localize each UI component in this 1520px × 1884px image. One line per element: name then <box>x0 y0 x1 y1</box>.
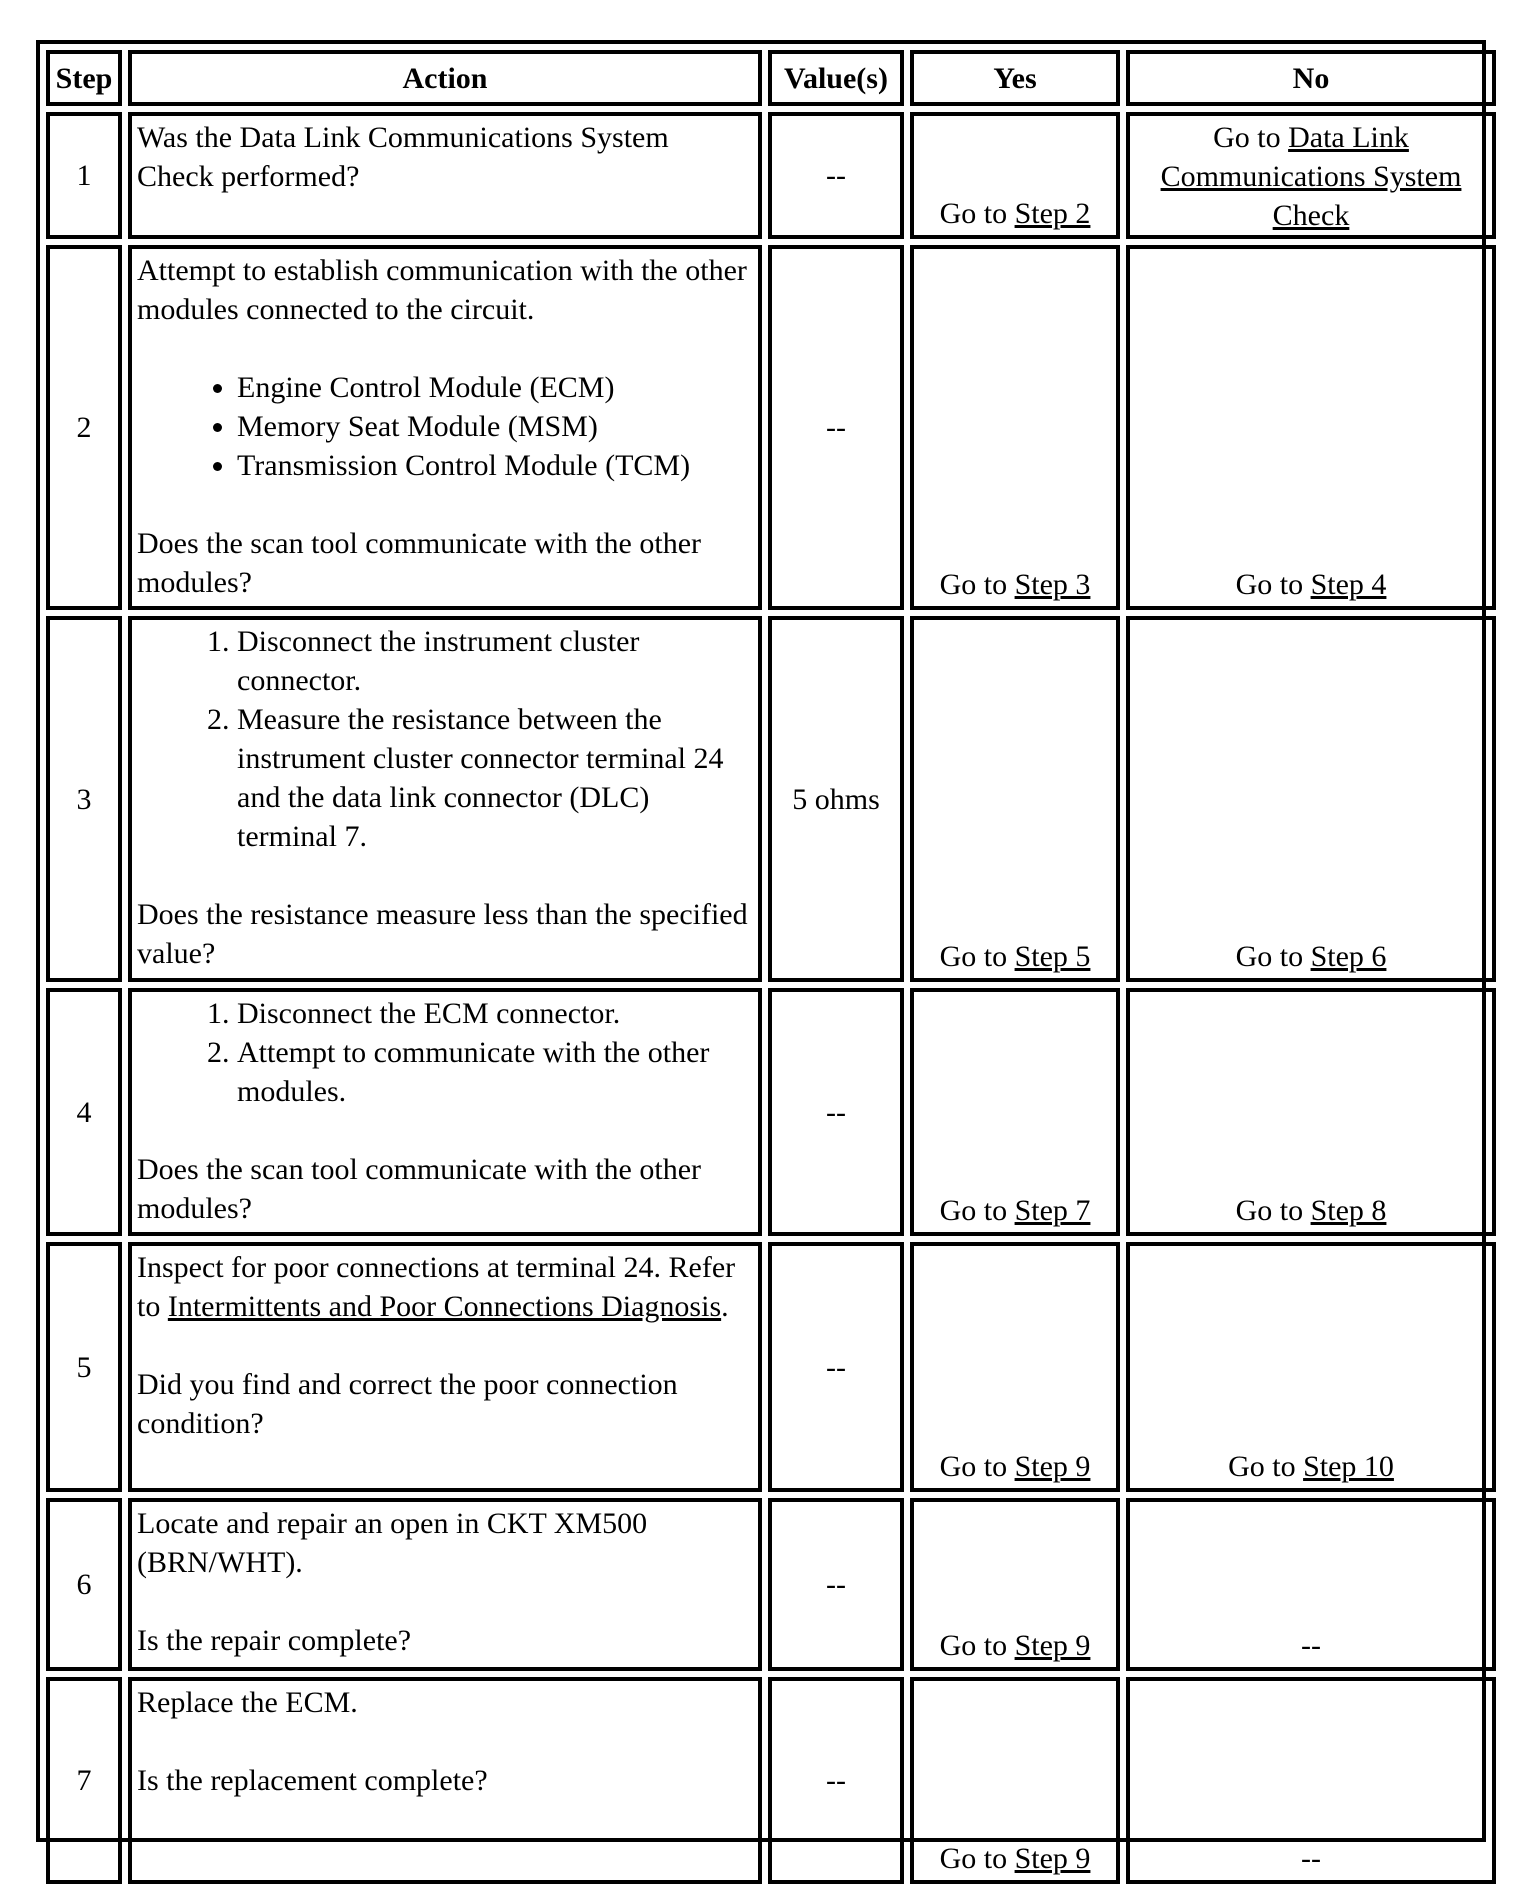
no-link[interactable]: Step 4 <box>1310 568 1387 601</box>
intro-text: Inspect for poor connections at terminal 24. Refer to <box>137 1251 736 1323</box>
action-cell <box>128 112 762 239</box>
yes-link[interactable]: Step 7 <box>1014 1194 1091 1227</box>
action-intro: Locate and repair an open in CKT XM500 (BRN/WHT). <box>137 1507 648 1579</box>
action-question: Was the Data Link Communications System Check performed? <box>137 121 669 193</box>
no-cell <box>1126 616 1496 982</box>
yes-link[interactable]: Step 3 <box>1014 568 1091 601</box>
yes-prefix: Go to <box>939 940 1015 973</box>
procedure-list <box>137 994 752 1111</box>
yes-link[interactable]: Step 9 <box>1014 1450 1091 1483</box>
no-cell: -- <box>1126 1498 1496 1671</box>
yes-link[interactable]: Step 9 <box>1014 1629 1091 1662</box>
action-question: Does the resistance measure less than the specified value? <box>137 898 748 970</box>
action-intro: Replace the ECM. <box>137 1686 358 1719</box>
header-yes: Yes <box>910 50 1120 106</box>
step-number: 5 <box>46 1242 122 1492</box>
list-item: • Engine Control Module (ECM) <box>237 368 752 407</box>
action-cell <box>128 1498 762 1671</box>
yes-cell <box>910 616 1120 982</box>
action-question: Is the repair complete? <box>137 1624 412 1657</box>
list-item: 1. Disconnect the ECM connector. <box>237 994 752 1033</box>
value-cell: -- <box>768 1242 904 1492</box>
step-number: 1 <box>46 112 122 239</box>
module-list <box>137 368 752 485</box>
yes-prefix: Go to <box>939 197 1015 230</box>
no-link[interactable]: Step 6 <box>1310 940 1387 973</box>
yes-prefix: Go to <box>939 1194 1015 1227</box>
action-cell <box>128 1677 762 1884</box>
no-cell: -- <box>1126 1677 1496 1884</box>
procedure-list <box>137 622 752 856</box>
value-cell: -- <box>768 1677 904 1884</box>
action-intro <box>137 1248 752 1326</box>
yes-link[interactable]: Step 9 <box>1014 1842 1091 1875</box>
action-cell <box>128 1242 762 1492</box>
step-number: 6 <box>46 1498 122 1671</box>
list-item: 1. Disconnect the instrument cluster connector. <box>237 622 752 700</box>
value-cell: -- <box>768 245 904 610</box>
yes-prefix: Go to <box>939 1450 1015 1483</box>
no-cell <box>1126 1242 1496 1492</box>
yes-cell <box>910 988 1120 1236</box>
reference-link[interactable]: Intermittents and Poor Connections Diagnosis <box>167 1290 722 1323</box>
yes-link[interactable]: Step 2 <box>1014 197 1091 230</box>
no-cell <box>1126 988 1496 1236</box>
list-item: • Memory Seat Module (MSM) <box>237 407 752 446</box>
header-action: Action <box>128 50 762 106</box>
action-cell <box>128 245 762 610</box>
no-prefix: Go to <box>1213 121 1289 154</box>
no-prefix: Go to <box>1235 940 1311 973</box>
yes-cell <box>910 112 1120 239</box>
no-link[interactable]: Data Link Communications System Check <box>1160 121 1462 232</box>
action-question: Is the replacement complete? <box>137 1764 488 1797</box>
no-link[interactable]: Step 8 <box>1310 1194 1387 1227</box>
list-item: 2. Attempt to communicate with the other modules. <box>237 1033 752 1111</box>
yes-cell <box>910 1242 1120 1492</box>
list-item: • Transmission Control Module (TCM) <box>237 446 752 485</box>
value-cell: -- <box>768 1498 904 1671</box>
yes-cell <box>910 245 1120 610</box>
value-cell: -- <box>768 112 904 239</box>
yes-cell <box>910 1498 1120 1671</box>
value-cell: -- <box>768 988 904 1236</box>
no-prefix: Go to <box>1228 1450 1304 1483</box>
diagnostic-table <box>36 40 1486 1875</box>
step-number: 2 <box>46 245 122 610</box>
action-cell <box>128 988 762 1236</box>
header-step: Step <box>46 50 122 106</box>
header-no: No <box>1126 50 1496 106</box>
no-prefix: Go to <box>1235 568 1311 601</box>
header-values: Value(s) <box>768 50 904 106</box>
yes-prefix: Go to <box>939 1629 1015 1662</box>
step-number: 4 <box>46 988 122 1236</box>
action-question: Does the scan tool communicate with the other modules? <box>137 527 702 599</box>
value-cell: 5 ohms <box>768 616 904 982</box>
action-question: Did you find and correct the poor connection condition? <box>137 1368 678 1440</box>
yes-prefix: Go to <box>939 568 1015 601</box>
step-number: 7 <box>46 1677 122 1884</box>
yes-link[interactable]: Step 5 <box>1014 940 1091 973</box>
action-question: Does the scan tool communicate with the other modules? <box>137 1153 702 1225</box>
action-cell <box>128 616 762 982</box>
no-cell <box>1126 245 1496 610</box>
yes-prefix: Go to <box>939 1842 1015 1875</box>
no-prefix: Go to <box>1235 1194 1311 1227</box>
yes-cell <box>910 1677 1120 1884</box>
step-number: 3 <box>46 616 122 982</box>
intro-end: . <box>721 1290 729 1323</box>
no-cell <box>1126 112 1496 239</box>
list-item: 2. Measure the resistance between the instrument cluster connector terminal 24 and the data link connector (DLC) terminal 7. <box>237 700 752 856</box>
no-link[interactable]: Step 10 <box>1303 1450 1394 1483</box>
action-intro: Attempt to establish communication with the other modules connected to the circuit. <box>137 254 747 326</box>
